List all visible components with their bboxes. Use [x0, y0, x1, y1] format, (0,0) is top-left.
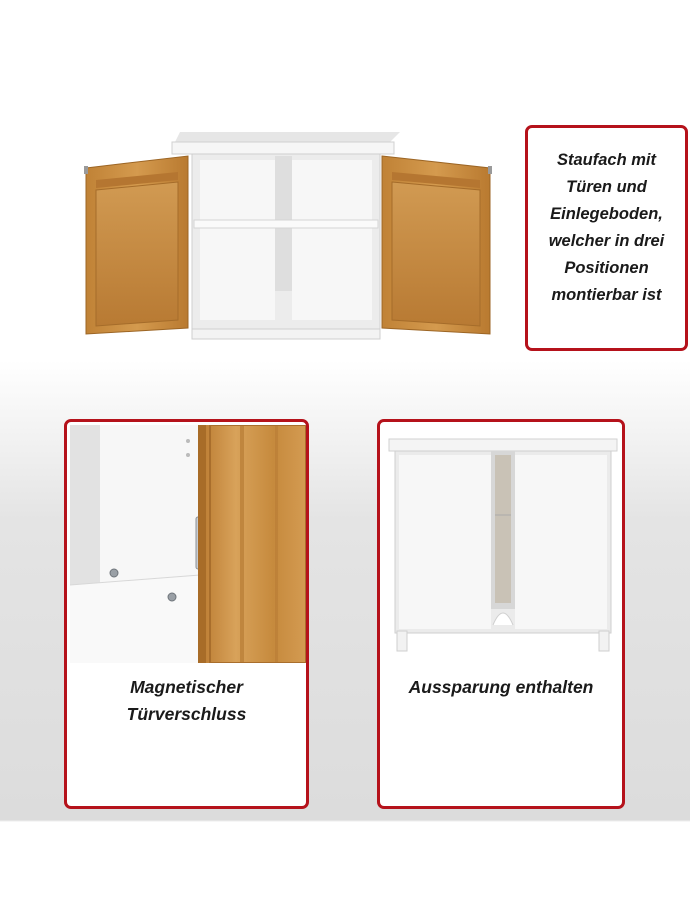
storage-caption-line: welcher in drei [548, 232, 665, 250]
storage-caption-line: montierbar ist [551, 286, 662, 304]
magnetic-latch-svg [70, 425, 306, 663]
magnetic-latch-image [70, 425, 306, 663]
cabinet-open-svg [80, 120, 500, 360]
cutout-caption [380, 674, 622, 701]
feature-card-cutout [377, 419, 625, 809]
feature-card-magnetic [64, 419, 309, 809]
cabinet-open-image [80, 120, 500, 360]
storage-caption-line: Positionen [564, 259, 649, 277]
storage-caption [528, 147, 685, 309]
magnetic-caption-line: Magnetischer [130, 677, 243, 697]
storage-caption-line: Türen und [566, 178, 647, 196]
magnetic-caption-line: Türverschluss [126, 704, 247, 724]
cabinet-back-svg [383, 425, 623, 663]
cutout-caption-line: Aussparung enthalten [408, 677, 594, 697]
magnetic-caption [67, 674, 306, 728]
cabinet-back-image [383, 425, 623, 663]
feature-card-storage [525, 125, 688, 351]
storage-caption-line: Einlegeboden, [550, 205, 663, 223]
storage-caption-line: Staufach mit [556, 151, 657, 169]
